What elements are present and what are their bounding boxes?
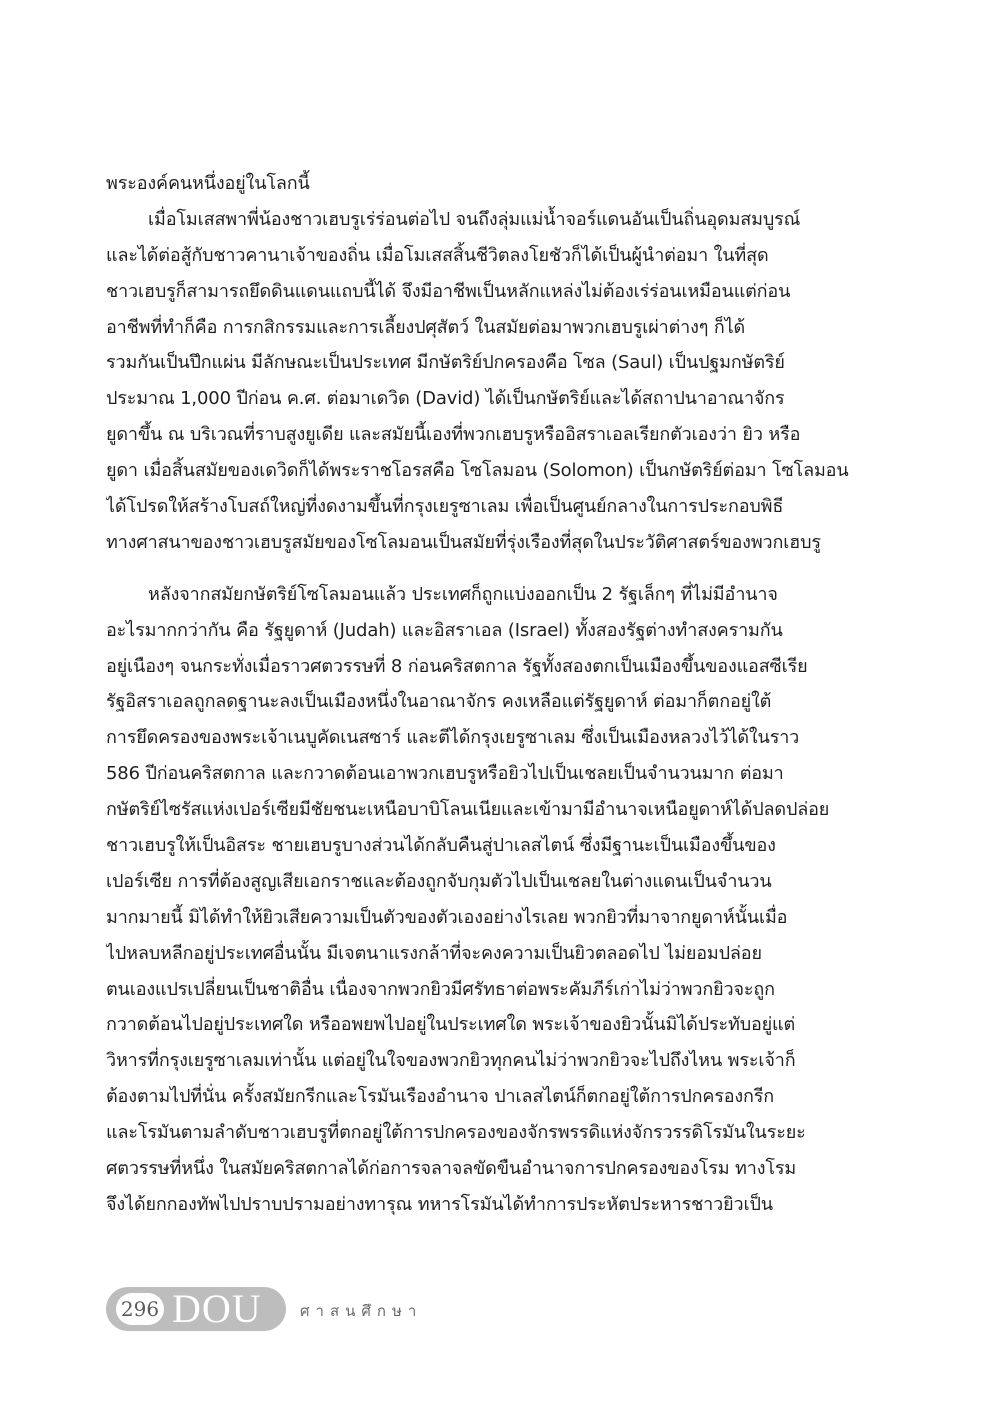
- text-line: วิหารที่กรุงเยรูซาเลมเท่านั้น แต่อยู่ในใจของพวกยิวทุกคนไม่ว่าพวกยิวจะไปถึงไหน พระเจ้าก็: [106, 1050, 796, 1072]
- text-line: รัฐอิสราเอลถูกลดฐานะลงเป็นเมืองหนึ่งในอาณาจักร คงเหลือแต่รัฐยูดาห์ ต่อมาก็ตกอยู่ใต้: [106, 691, 772, 713]
- text-line: ชาวเฮบรูให้เป็นอิสระ ชายเฮบรูบางส่วนได้กลับคืนสู่ปาเลสไตน์ ซึ่งมีฐานะเป็นเมืองขึ้นของ: [106, 835, 776, 857]
- text-line: รวมกันเป็นปึกแผ่น มีลักษณะเป็นประเทศ มีกษัตริย์ปกครองคือ โซล (Saul) เป็นปฐมกษัตริย์: [106, 352, 785, 374]
- text-line: ชาวเฮบรูก็สามารถยึดดินแดนแถบนี้ได้ จึงมีอาชีพเป็นหลักแหล่งไม่ต้องเร่ร่อนเหมือนแต่ก่อน: [106, 280, 791, 302]
- text-line: อาชีพที่ทำก็คือ การกสิกรรมและการเลี้ยงปศุสัตว์ ในสมัยต่อมาพวกเฮบรูเผ่าต่างๆ ก็ได้: [106, 316, 746, 338]
- text-line: ทางศาสนาของชาวเฮบรูสมัยของโซโลมอนเป็นสมัยที่รุ่งเรืองที่สุดในประวัติศาสตร์ของพวกเฮบรู: [106, 531, 821, 553]
- text-line: 586 ปีก่อนคริสตกาล และกวาดต้อนเอาพวกเฮบรูหรือยิวไปเป็นเชลยเป็นจำนวนมาก ต่อมา: [106, 763, 784, 785]
- dou-logo: DOU: [172, 1286, 262, 1331]
- text-line: ต้องตามไปที่นั่น ครั้งสมัยกรีกและโรมันเรืองอำนาจ ปาเลสไตน์ก็ตกอยู่ใต้การปกครองกรีก: [106, 1086, 775, 1108]
- course-title: ศาสนศึกษา: [300, 1302, 423, 1320]
- text-line: ได้โปรดให้สร้างโบสถ์ใหญ่ที่งดงามขึ้นที่กรุงเยรูซาเลม เพื่อเป็นศูนย์กลางในการประกอบพิธี: [106, 496, 784, 518]
- text-line: ยูดาขึ้น ณ บริเวณที่ราบสูงยูเดีย และสมัยนี้เองที่พวกเฮบรูหรืออิสราเอลเรียกตัวเองว่า ยิว หรือ: [106, 424, 801, 446]
- body-text: [106, 166, 896, 1223]
- text-line: อยู่เนืองๆ จนกระทั่งเมื่อราวศตวรรษที่ 8 ก่อนคริสตกาล รัฐทั้งสองตกเป็นเมืองขึ้นของแอสซีเรีย: [106, 655, 808, 677]
- text-line: กวาดต้อนไปอยู่ประเทศใด หรืออพยพไปอยู่ในประเทศใด พระเจ้าของยิวนั้นมิได้ประทับอยู่แต่: [106, 1014, 796, 1036]
- text-line: กษัตริย์ไซรัสแห่งเปอร์เซียมีชัยชนะเหนือบาบิโลนเนียและเข้ามามีอำนาจเหนือยูดาห์ได้ปลดปล่อย: [106, 799, 830, 821]
- paragraph-2: [106, 202, 896, 561]
- text-line: จึงได้ยกกองทัพไปปราบปรามอย่างทารุณ ทหารโรมันได้ทำการประหัตประหารชาวยิวเป็น: [106, 1193, 773, 1215]
- page-footer: [106, 1287, 706, 1331]
- text-line: อะไรมากกว่ากัน คือ รัฐยูดาห์ (Judah) และอิสราเอล (Israel) ทั้งสองรัฐต่างทำสงครามกัน: [106, 619, 783, 641]
- text-line: ตนเองแปรเปลี่ยนเป็นชาติอื่น เนื่องจากพวกยิวมีศรัทธาต่อพระคัมภีร์เก่าไม่ว่าพวกยิวจะถูก: [106, 978, 775, 1000]
- page-number: 296: [116, 1293, 164, 1325]
- paragraph-3: [106, 577, 896, 1223]
- text-line: ยูดา เมื่อสิ้นสมัยของเดวิดก็ได้พระราชโอรสคือ โซโลมอน (Solomon) เป็นกษัตริย์ต่อมา โซโลมอน: [106, 460, 849, 482]
- text-line: ไปหลบหลีกอยู่ประเทศอื่นนั้น มีเจตนาแรงกล้าที่จะคงความเป็นยิวตลอดไป ไม่ยอมปล่อย: [106, 942, 762, 964]
- text-line: การยึดครองของพระเจ้าเนบูคัดเนสซาร์ และตีได้กรุงเยรูซาเลม ซึ่งเป็นเมืองหลวงไว้ได้ในราว: [106, 727, 800, 749]
- text-line: และได้ต่อสู้กับชาวคานาเจ้าของถิ่น เมื่อโมเสสสิ้นชีวิตลงโยชัวก็ได้เป็นผู้นำต่อมา ในที่สุด: [106, 244, 769, 266]
- paragraph-1: [106, 166, 896, 202]
- text-line: และโรมันตามลำดับชาวเฮบรูที่ตกอยู่ใต้การปกครองของจักรพรรดิแห่งจักรวรรดิโรมันในระยะ: [106, 1122, 806, 1144]
- text-line: ประมาณ 1,000 ปีก่อน ค.ศ. ต่อมาเดวิด (David) ได้เป็นกษัตริย์และได้สถาปนาอาณาจักร: [106, 388, 785, 410]
- text-line: เมื่อโมเสสพาพี่น้องชาวเฮบรูเร่ร่อนต่อไป จนถึงลุ่มแม่น้ำจอร์แดนอันเป็นถิ่นอุดมสมบูรณ์: [148, 208, 801, 230]
- footer-badge: [106, 1287, 286, 1331]
- text-line: พระองค์คนหนึ่งอยู่ในโลกนี้: [106, 173, 310, 194]
- text-line: มากมายนี้ มิได้ทำให้ยิวเสียความเป็นตัวของตัวเองอย่างไรเลย พวกยิวที่มาจากยูดาห์นั้นเมื่อ: [106, 906, 788, 928]
- text-line: เปอร์เซีย การที่ต้องสูญเสียเอกราชและต้องถูกจับกุมตัวไปเป็นเชลยในต่างแดนเป็นจำนวน: [106, 870, 772, 892]
- paragraph-spacer: [106, 561, 896, 577]
- text-line: หลังจากสมัยกษัตริย์โซโลมอนแล้ว ประเทศก็ถูกแบ่งออกเป็น 2 รัฐเล็กๆ ที่ไม่มีอำนาจ: [148, 583, 778, 605]
- text-line: ศตวรรษที่หนึ่ง ในสมัยคริสตกาลได้ก่อการจลาจลขัดขืนอำนาจการปกครองของโรม ทางโรม: [106, 1158, 797, 1180]
